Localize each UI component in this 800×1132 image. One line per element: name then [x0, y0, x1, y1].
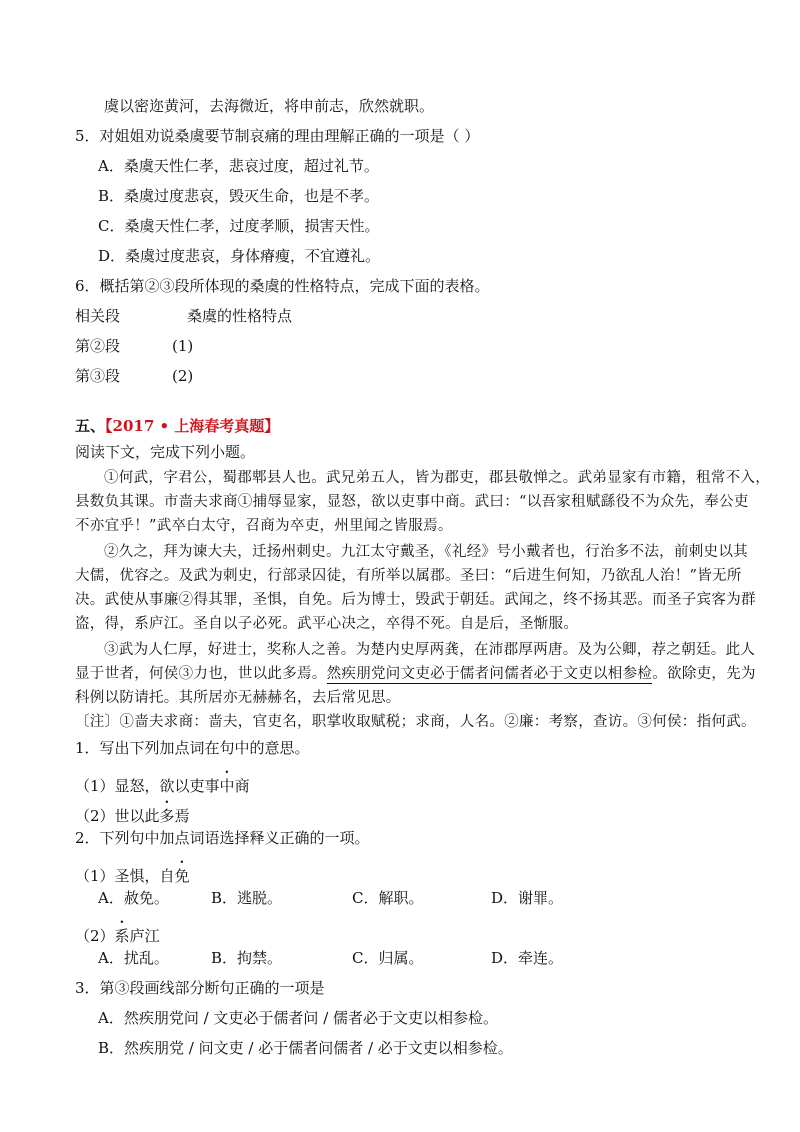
subq2-item1-option-c: C．解职。 [352, 889, 424, 907]
underlined-sentence: 然疾朋党问文吏必于儒者问儒者必于文吏以相参检 [326, 666, 653, 682]
passage-line: ③武为人仁厚，好进士，奖称人之善。为楚内史厚两龚，在沛郡厚两唐。及为公卿，荐之朝廷。此人 [104, 642, 756, 658]
q5-option-c: C．桑虞天性仁孝，过度孝顺，损害天性。 [98, 217, 380, 235]
passage-line-with-underline [75, 664, 756, 684]
subq2-item2-text-end: 庐江 [129, 927, 160, 945]
passage-line: 盗，得，系庐江。圣自以子必死。武平心决之，卒得不死。自是后，圣惭服。 [75, 616, 579, 632]
section5-source-tag: 【2017 • 上海春考真题】 [105, 417, 280, 435]
subq1-item1 [75, 768, 250, 796]
subq2-item1-option-d: D．谢罪。 [491, 889, 564, 907]
subq2-item2-text: （2） [75, 927, 115, 945]
passage-line: 县数负其课。市啬夫求商①捕辱显家，显怒，欲以吏事中商。武曰：“以吾家租赋繇役不为众先，奉公吏 [75, 494, 749, 510]
subq2-item1-option-a: A．赦免。 [98, 889, 169, 907]
q6-table-header-para: 相关段 [75, 307, 121, 325]
subq1-item1-text: （1）显怒，欲以吏事 [75, 777, 220, 795]
subq1-item2-text: （2）世以此 [75, 807, 160, 825]
subq1-stem: 1．写出下列加点词在句中的意思。 [75, 739, 310, 757]
q6-row2-blank: (2) [172, 367, 194, 385]
subq2-item2-option-d: D．牵连。 [491, 949, 564, 967]
subq1-item2 [75, 798, 190, 826]
dotted-character: 中 [219, 777, 235, 795]
q5-stem: 5．对姐姐劝说桑虞要节制哀痛的理由理解正确的一项是（ ） [75, 127, 480, 145]
passage-line: ①何武，字君公，蜀郡郫县人也。武兄弟五人，皆为郡吏，郡县敬惮之。武弟显家有市籍，租常不入， [104, 470, 770, 486]
subq2-item1 [75, 858, 190, 886]
dotted-character: 系 [114, 927, 130, 945]
q6-row2-para: 第③段 [75, 367, 121, 385]
q6-stem: 6．概括第②③段所体现的桑虞的性格特点，完成下面的表格。 [75, 277, 490, 295]
section5-heading [75, 416, 279, 436]
subq2-item2-option-c: C．归属。 [352, 949, 424, 967]
subq3-stem: 3．第③段画线部分断句正确的一项是 [75, 979, 325, 997]
subq2-item2-option-b: B．拘禁。 [211, 949, 283, 967]
q6-row1-blank: (1) [172, 337, 194, 355]
subq2-item2-option-a: A．扰乱。 [98, 949, 169, 967]
subq3-option-a: A．然疾朋党问 / 文吏必于儒者问 / 儒者必于文吏以相参检。 [98, 1009, 499, 1027]
subq1-item2-text-end: 焉 [174, 807, 190, 825]
q6-row1-para: 第②段 [75, 337, 121, 355]
passage-line: 大儒，优容之。及武为刺史，行部录囚徒，有所举以属郡。圣曰：“后进生何知，乃欲乱人治！”皆无所 [75, 568, 742, 584]
subq2-stem: 2．下列句中加点词语选择释义正确的一项。 [75, 829, 370, 847]
subq1-item1-text-end: 商 [234, 777, 250, 795]
subq2-item1-option-b: B．逃脱。 [211, 889, 283, 907]
passage-line: ②久之，拜为谏大夫，迁扬州刺史。九江太守戴圣，《礼经》号小戴者也，行治多不法，前刺史以其 [104, 544, 748, 560]
dotted-character: 多 [159, 807, 175, 825]
subq2-item2 [75, 918, 160, 946]
passage-line: 科例以防请托。其所居亦无赫赫名，去后常见思。 [75, 690, 401, 706]
dotted-character: 免 [174, 867, 190, 885]
prev-passage-end: 虞以密迩黄河，去海微近，将申前志，欣然就职。 [104, 97, 435, 115]
q5-option-d: D．桑虞过度悲哀，身体瘠瘦，不宜遵礼。 [98, 247, 381, 265]
passage-note: 〔注〕①啬夫求商：啬夫，官吏名，职掌收取赋税；求商，人名。②廉：考察，查访。③何侯：指何武。 [75, 714, 756, 730]
passage-text: 。欲除吏，先为 [652, 666, 756, 682]
section5-number: 五、 [75, 417, 106, 435]
subq2-item1-text: （1）圣惧，自 [75, 867, 175, 885]
q5-option-b: B．桑虞过度悲哀，毁灭生命，也是不孝。 [98, 187, 380, 205]
q5-option-a: A．桑虞天性仁孝，悲哀过度，超过礼节。 [98, 157, 379, 175]
section5-instruction: 阅读下文，完成下列小题。 [75, 443, 256, 461]
passage-line: 决。武使从事廉②得其罪，圣惧，自免。后为博士，毁武于朝廷。武闻之，终不扬其恶。而圣子宾客为群 [75, 592, 756, 608]
q6-table-header-traits: 桑虞的性格特点 [187, 307, 293, 325]
passage-line: 不亦宜乎！”武卒白太守，召商为卒吏，州里闻之皆服焉。 [75, 518, 453, 534]
passage-text: 显于世者，何侯③力也，世以此多焉。 [75, 666, 327, 682]
subq3-option-b: B．然疾朋党 / 问文吏 / 必于儒者问儒者 / 必于文吏以相参检。 [98, 1039, 513, 1057]
